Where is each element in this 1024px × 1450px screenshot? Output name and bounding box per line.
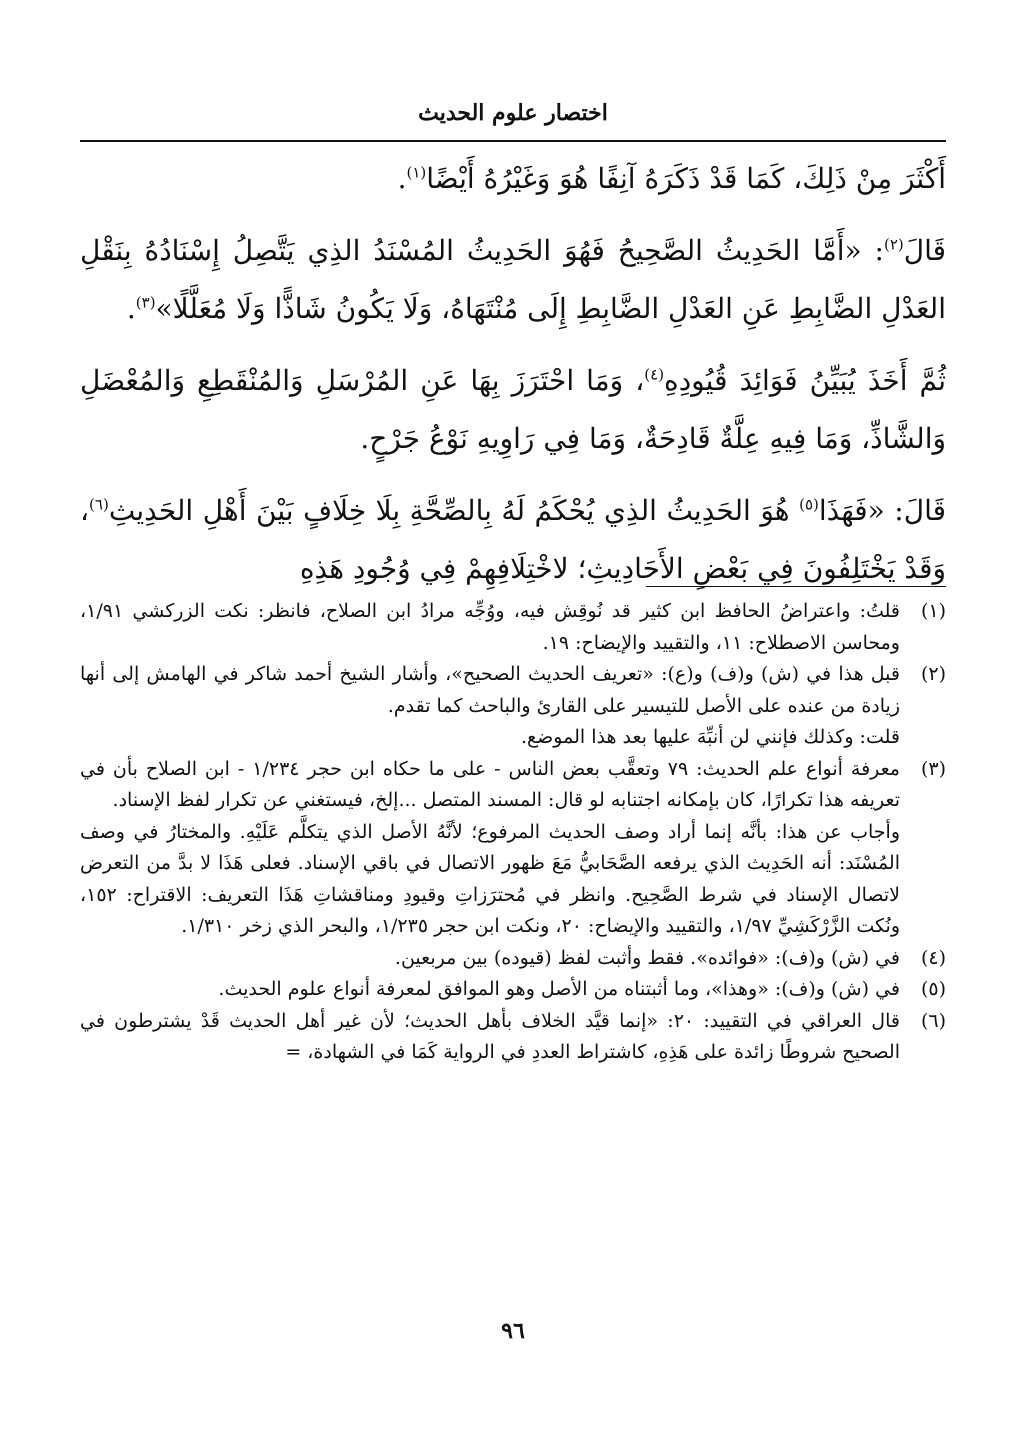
footnote-6 xyxy=(80,1006,946,1069)
footnote-text: قبل هذا في (ش) و(ف) و(ع): «تعريف الحديث الصحيح»، وأشار الشيخ أحمد شاكر في الهامش إلى أنها زيادة من عنده على الأصل للتيسير على القارئ والباحث كما تقدم. قلت: وكذلك فإنني لن أنبِّهَ عليها بعد هذا الموضع. xyxy=(80,663,900,748)
footnote-text: قال العراقي في التقييد: ٢٠: «إنما قيَّد الخلاف بأهل الحديث؛ لأن غير أهل الحديث قَدْ يشترطون في الصحيح شروطًا زائدة على هَذِهِ، كاشتراط العددِ في الرواية كَمَا في الشهادة، = xyxy=(80,1009,900,1063)
footnote-ref[interactable]: (٤) xyxy=(644,365,665,384)
footnote-5 xyxy=(80,974,946,1006)
footnote-separator xyxy=(646,586,946,587)
footnote-text: قلتُ: واعتراضُ الحافظ ابن كثير قد نُوقِش فيه، ووُجِّه مرادُ ابن الصلاح، فانظر: نكت الزركشي ١/٩١، ومحاسن الاصطلاح: ١١، والتقييد والإيضاح: ١٩. xyxy=(80,600,900,654)
paragraph-1: أَكْثَرَ مِنْ ذَلِكَ، كَمَا قَدْ ذَكَرَهُ آنِفًا هُوَ وَغَيْرُهُ أَيْضًا$^{(١)}$. xyxy=(397,162,946,195)
header-rule xyxy=(80,140,946,142)
footnote-ref[interactable]: (٢) xyxy=(883,235,904,254)
paragraph-2: قَالَ$^{(٢)}$: «أَمَّا الحَدِيثُ الصَّحِيحُ فَهُوَ الحَدِيثُ المُسْنَدُ الذِي يَتَّصِلُ إِسْنَادُهُ بِنَقْلِ العَدْلِ الضَّابِطِ عَنِ العَدْلِ الضَّابِطِ إِلَى مُنْتَهَاهُ، وَلَا يَكُونُ شَاذًّا وَلَا مُعَلَّلًا»$^{(٣)}$. xyxy=(80,234,946,325)
main-text xyxy=(80,150,946,612)
page-number: ٩٦ xyxy=(501,1318,525,1344)
footnote-number: (١) xyxy=(920,600,946,622)
footnote-ref[interactable]: (٣) xyxy=(135,293,156,312)
paragraph-4: قَالَ: «فَهَذَا$^{(٥)}$ هُوَ الحَدِيثُ الذِي يُحْكَمُ لَهُ بِالصِّحَّةِ بِلَا خِلَافٍ بَيْنَ أَهْلِ الحَدِيثِ$^{(٦)}$، وَقَدْ يَخْتَلِفُونَ فِي بَعْضِ الأَحَادِيثِ؛ لاخْتِلَافِهِمْ فِي وُجُودِ هَذِهِ xyxy=(80,494,946,585)
footnote-ref[interactable]: (٦) xyxy=(89,495,109,514)
paragraph-3: ثُمَّ أَخَذَ يُبَيِّنُ فَوَائِدَ قُيُودِهِ$^{(٤)}$، وَمَا احْتَرَزَ بِهَا عَنِ المُرْسَلِ وَالمُنْقَطِعِ وَالمُعْضَلِ وَالشَّاذِّ، وَمَا فِيهِ عِلَّةٌ قَادِحَةٌ، وَمَا فِي رَاوِيهِ نَوْعُ جَرْحٍ. xyxy=(80,364,946,455)
footnote-3 xyxy=(80,754,946,943)
footnote-number: (٣) xyxy=(920,757,946,780)
footnotes xyxy=(80,596,946,1069)
footnote-number: (٦) xyxy=(920,1009,946,1032)
footnote-number: (٤) xyxy=(920,946,946,969)
book-page xyxy=(80,0,946,1450)
footnote-text: في (ش) و(ف): «وهذا»، وما أثبتناه من الأصل وهو الموافق لمعرفة أنواع علوم الحديث. xyxy=(218,978,900,1000)
footnote-4 xyxy=(80,943,946,975)
running-head: اختصار علوم الحديث xyxy=(418,100,608,126)
footnote-number: (٢) xyxy=(920,663,946,685)
footnote-text: معرفة أنواع علم الحديث: ٧٩ وتعقَّب بعض الناس - على ما حكاه ابن حجر ١/٢٣٤ - ابن الصلاح بأن في تعريفه هذا تكرارًا، كان بإمكانه اجتنابه لو قال: المسند المتصل ...إلخ، فيستغني عن تكرار لفظ الإسناد. وأجاب عن هذا: بأنَّه إنما أراد وصف الحديث المرفوع؛ لأنَّهُ الأصل الذي يتكلَّم عَلَيْهِ. والمختارُ في وصف المُسْنَد: أنه الحَدِيث الذي يرفعه الصَّحَابيُّ مَعَ ظهور الاتصال في باقي الإسناد. فعلى هَذَا لا بدَّ من التعرض لاتصال الإسناد في شرط الصَّحِيح. وانظر في مُحترَزاتِ وقيودِ ومناقشاتِ هَذَا التعريف: الاقتراح: ١٥٢، ونُكت الزَّرْكَشِيِّ ١/٩٧، والتقييد والإيضاح: ٢٠، ونكت ابن حجر ١/٢٣٥، والبحر الذي زخر ١/٣١٠. xyxy=(80,757,900,937)
footnote-text: في (ش) و(ف): «فوائده». فقط وأثبت لفظ (قيوده) بين مربعين. xyxy=(394,946,900,969)
footnote-1 xyxy=(80,596,946,659)
footnote-2 xyxy=(80,659,946,754)
footnote-number: (٥) xyxy=(920,978,946,1000)
footnote-ref[interactable]: (٥) xyxy=(799,495,819,514)
footnote-ref[interactable]: (١) xyxy=(406,163,427,182)
